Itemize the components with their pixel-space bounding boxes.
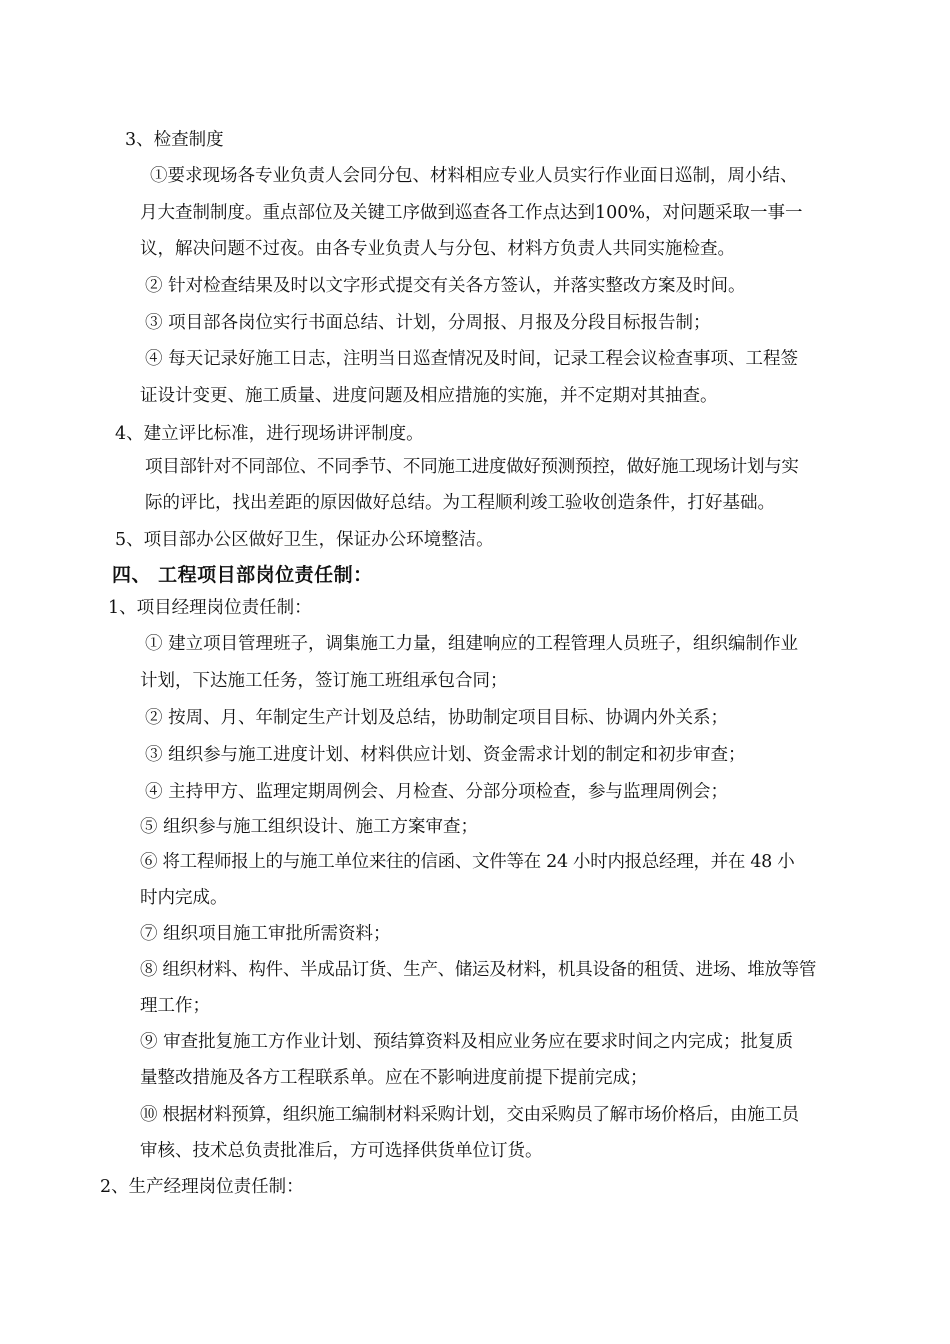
paragraph-line: 审核、技术总负责批准后，方可选择供货单位订货。	[140, 1141, 543, 1161]
subsection-heading: 2、生产经理岗位责任制：	[100, 1177, 304, 1197]
paragraph-line: 证设计变更、施工质量、进度问题及相应措施的实施，并不定期对其抽查。	[140, 386, 718, 406]
paragraph-line: 议，解决问题不过夜。由各专业负责人与分包、材料方负责人共同实施检查。	[140, 239, 735, 259]
paragraph-line: ①要求现场各专业负责人会同分包、材料相应专业人员实行作业面日巡制，周小结、	[150, 166, 798, 186]
paragraph-line: ⑨ 审查批复施工方作业计划、预结算资料及相应业务应在要求时间之内完成；批复质	[140, 1032, 794, 1052]
paragraph-line: ⑤ 组织参与施工组织设计、施工方案审查；	[140, 817, 479, 837]
paragraph-line: ② 按周、月、年制定生产计划及总结，协助制定项目目标、协调内外关系；	[145, 708, 729, 728]
paragraph-line: 计划，下达施工任务，签订施工班组承包合同；	[140, 671, 508, 691]
section-4-heading: 4、建立评比标准，进行现场讲评制度。	[115, 424, 424, 444]
paragraph-line: 项目部针对不同部位、不同季节、不同施工进度做好预测预控，做好施工现场计划与实	[145, 457, 799, 477]
paragraph-line: ⑩ 根据材料预算，组织施工编制材料采购计划，交由采购员了解市场价格后，由施工员	[140, 1105, 799, 1125]
paragraph-line: ⑦ 组织项目施工审批所需资料；	[140, 924, 391, 944]
paragraph-line: 月大查制制度。重点部位及关键工序做到巡查各工作点达到100%，对问题采取一事一	[140, 203, 803, 223]
paragraph-line: ④ 主持甲方、监理定期周例会、月检查、分部分项检查，参与监理周例会；	[145, 782, 729, 802]
section-5-heading: 5、项目部办公区做好卫生，保证办公环境整洁。	[115, 530, 494, 550]
paragraph-line: ② 针对检查结果及时以文字形式提交有关各方签认，并落实整改方案及时间。	[145, 276, 746, 296]
section-3-heading: 3、检查制度	[125, 130, 224, 150]
paragraph-line: ③ 组织参与施工进度计划、材料供应计划、资金需求计划的制定和初步审查；	[145, 745, 746, 765]
paragraph-line: 理工作；	[140, 996, 210, 1016]
paragraph-line: ③ 项目部各岗位实行书面总结、计划，分周报、月报及分段目标报告制；	[145, 313, 711, 333]
paragraph-line: ⑧ 组织材料、构件、半成品订货、生产、储运及材料，机具设备的租赁、进场、堆放等管	[140, 960, 817, 980]
paragraph-line: ④ 每天记录好施工日志，注明当日巡查情况及时间，记录工程会议检查事项、工程签	[145, 349, 799, 369]
paragraph-line: 时内完成。	[140, 888, 228, 908]
chapter-heading: 四、 工程项目部岗位责任制：	[112, 564, 373, 586]
paragraph-line: ① 建立项目管理班子，调集施工力量，组建响应的工程管理人员班子，组织编制作业	[145, 634, 799, 654]
paragraph-line: 际的评比，找出差距的原因做好总结。为工程顺利竣工验收创造条件，打好基础。	[145, 493, 775, 513]
paragraph-line: 量整改措施及各方工程联系单。应在不影响进度前提下提前完成；	[140, 1068, 648, 1088]
paragraph-line: ⑥ 将工程师报上的与施工单位来往的信函、文件等在 24 小时内报总经理，并在 48 小	[140, 852, 795, 872]
subsection-heading: 1、项目经理岗位责任制：	[108, 598, 312, 618]
